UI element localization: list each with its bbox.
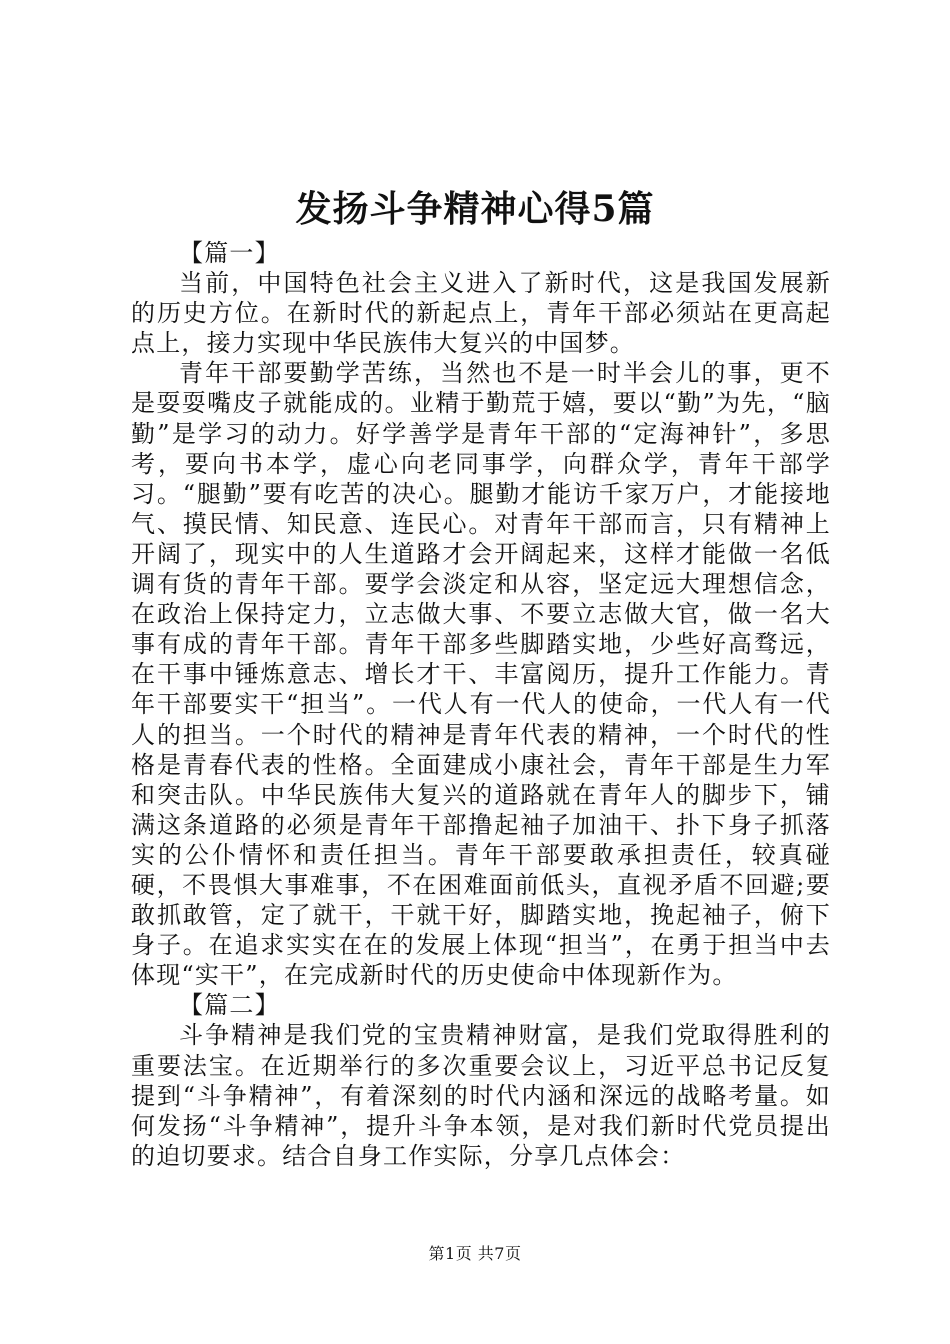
section-heading-1: 【篇一】 (179, 239, 280, 267)
paragraph: 斗争精神是我们党的宝贵精神财富，是我们党取得胜利的重要法宝。在近期举行的多次重要会议上，习近平总书记反复提到“斗争精神”，有着深刻的时代内涵和深远的战略考量。如何发扬“斗争精神”，提升斗争本领，是对我们新时代党员提出的迫切要求。结合自身工作实际，分享几点体会： (131, 1021, 831, 1170)
paragraph: 青年干部要勤学苦练，当然也不是一时半会儿的事，更不是耍耍嘴皮子就能成的。业精于勤荒于嬉，要以“勤”为先，“脑勤”是学习的动力。好学善学是青年干部的“定海神针”，多思考，要向书本学，虚心向老同事学，向群众学，青年干部学习。“腿勤”要有吃苦的决心。腿勤才能访千家万户，才能接地气、摸民情、知民意、连民心。对青年干部而言，只有精神上开阔了，现实中的人生道路才会开阔起来，这样才能做一名低调有货的青年干部。要学会淡定和从容，坚定远大理想信念，在政治上保持定力，立志做大事、不要立志做大官，做一名大事有成的青年干部。青年干部多些脚踏实地，少些好高骛远，在干事中锤炼意志、增长才干、丰富阅历，提升工作能力。青年干部要实干“担当”。一代人有一代人的使命，一代人有一代人的担当。一个时代的精神是青年代表的精神，一个时代的性格是青春代表的性格。全面建成小康社会，青年干部是生力军和突击队。中华民族伟大复兴的道路就在青年人的脚步下，铺满这条道路的必须是青年干部撸起袖子加油干、扑下身子抓落实的公仆情怀和责任担当。青年干部要敢承担责任，较真碰硬，不畏惧大事难事，不在困难面前低头，直视矛盾不回避;要敢抓敢管，定了就干，干就干好，脚踏实地，挽起袖子，俯下身子。在追求实实在在的发展上体现“担当”，在勇于担当中去体现“实干”，在完成新时代的历史使命中体现新作为。 (131, 359, 831, 990)
document-title: 发扬斗争精神心得5篇 (295, 188, 655, 230)
document-body (131, 238, 831, 1171)
section-heading-2: 【篇二】 (179, 991, 280, 1020)
page-footer: 第1页 共7页 (428, 1244, 522, 1263)
paragraph: 当前，中国特色社会主义进入了新时代，这是我国发展新的历史方位。在新时代的新起点上，青年干部必须站在更高起点上，接力实现中华民族伟大复兴的中国梦。 (131, 269, 831, 358)
